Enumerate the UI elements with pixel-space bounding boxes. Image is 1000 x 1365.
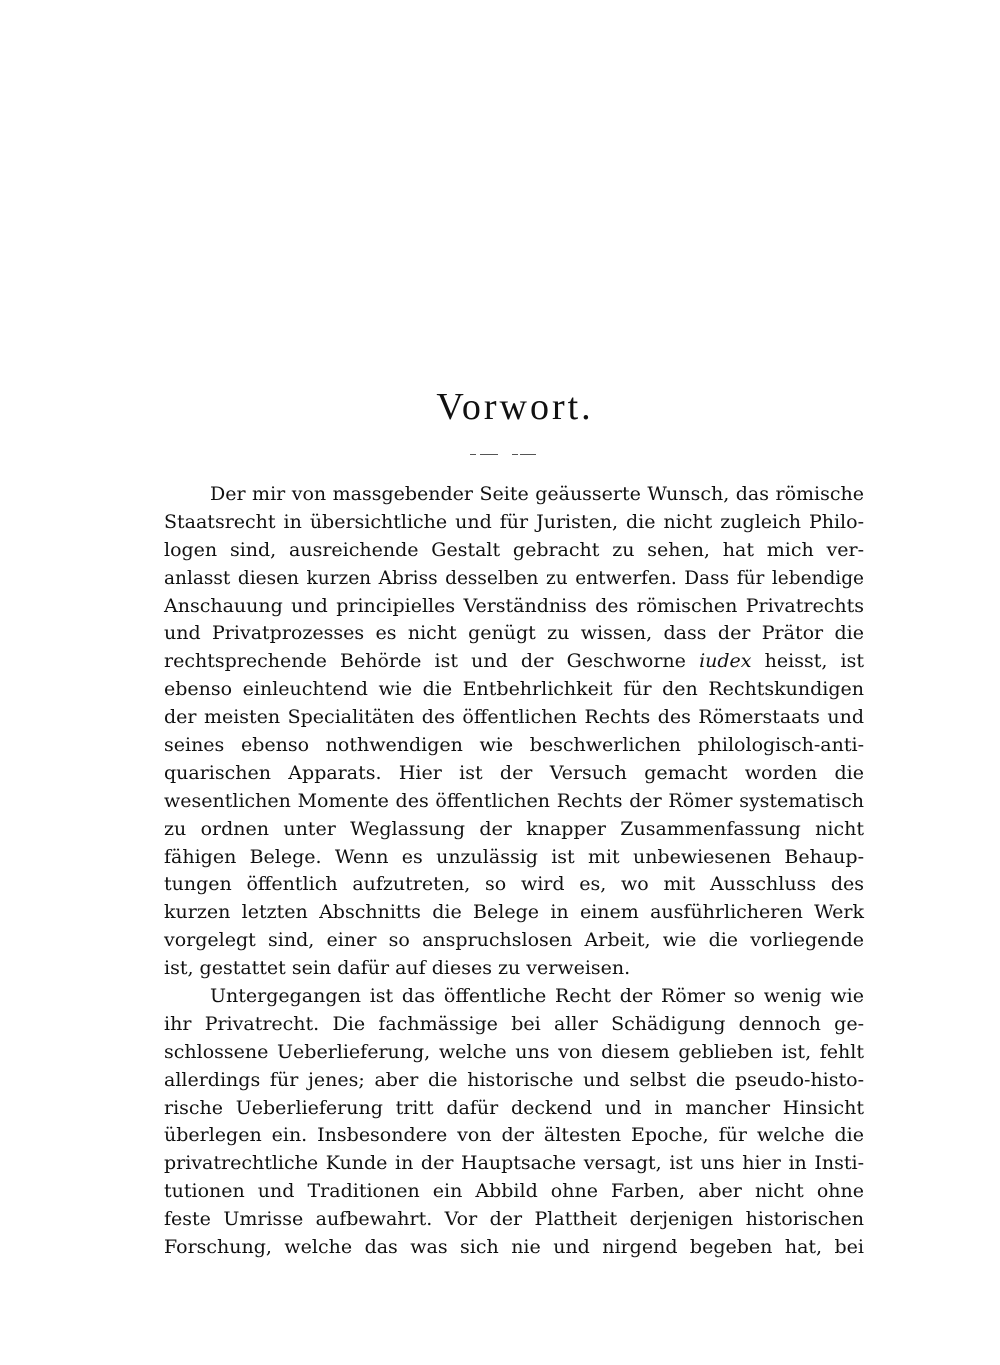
text-line: vorgelegt sind, einer so anspruchslosen Arbeit, wie die vorliegende (164, 929, 864, 952)
text-line: tungen öffentlich aufzutreten, so wird es, wo mit Ausschluss des (164, 873, 864, 896)
italic-term: iudex (699, 650, 752, 673)
text-line: Anschauung und principielles Verständniss des römischen Privatrechts (164, 594, 864, 617)
text-line: quarischen Apparats. Hier ist der Versuch gemacht worden die (164, 761, 864, 784)
text-line: der meisten Specialitäten des öffentlichen Rechts des Römerstaats und (164, 706, 864, 729)
text-line: privatrechtliche Kunde in der Hauptsache versagt, ist uns hier in Insti- (164, 1152, 864, 1175)
text-line: schlossene Ueberlieferung, welche uns von diesem geblieben ist, fehlt (164, 1040, 864, 1063)
text-line: wesentlichen Momente des öffentlichen Rechts der Römer systematisch (164, 789, 864, 812)
text-line: anlasst diesen kurzen Abriss desselben zu entwerfen. Dass für lebendige (164, 567, 864, 589)
text-line: ist, gestattet sein dafür auf dieses zu verweisen. (164, 957, 631, 980)
text-line: Der mir von massgebender Seite geäusserte Wunsch, das römische (210, 483, 864, 505)
text-line: rische Ueberlieferung tritt dafür deckend und in mancher Hinsicht (164, 1096, 864, 1119)
text-line: ebenso einleuchtend wie die Entbehrlichkeit für den Rechtskundigen (164, 678, 864, 701)
text-line: und Privatprozesses es nicht genügt zu wissen, dass der Prätor die (164, 622, 864, 645)
text-line: logen sind, ausreichende Gestalt gebracht zu sehen, hat mich ver- (164, 538, 864, 561)
text-line: Forschung, welche das was sich nie und nirgend begeben hat, bei (164, 1236, 864, 1259)
ornament-rule (470, 452, 536, 458)
text-line: kurzen letzten Abschnitts die Belege in einem ausführlicheren Werk (164, 901, 864, 924)
text-line: überlegen ein. Insbesondere von der ältesten Epoche, für welche die (164, 1124, 864, 1147)
text-line: seines ebenso nothwendigen wie beschwerlichen philologisch-anti- (164, 734, 864, 757)
text-line: fähigen Belege. Wenn es unzulässig ist mit unbewiesenen Behaup- (164, 845, 864, 868)
text-line: Untergegangen ist das öffentliche Recht der Römer so wenig wie (210, 985, 864, 1008)
text-line: Staatsrecht in übersichtliche und für Juristen, die nicht zugleich Philo- (164, 510, 864, 533)
page-title: Vorwort. (436, 386, 594, 428)
text-line: ihr Privatrecht. Die fachmässige bei aller Schädigung dennoch ge- (164, 1012, 864, 1035)
body-text (164, 481, 864, 1262)
text-line: tutionen und Traditionen ein Abbild ohne Farben, aber nicht ohne (164, 1180, 864, 1203)
text-line: feste Umrisse aufbewahrt. Vor der Plattheit derjenigen historischen (164, 1208, 864, 1231)
text-line: allerdings für jenes; aber die historische und selbst die pseudo-histo- (164, 1068, 864, 1091)
text-line-with-italic: rechtsprechende Behörde ist und der Geschworne iudex heisst, ist (164, 650, 865, 673)
text-line: zu ordnen unter Weglassung der knapper Zusammenfassung nicht (164, 817, 864, 840)
